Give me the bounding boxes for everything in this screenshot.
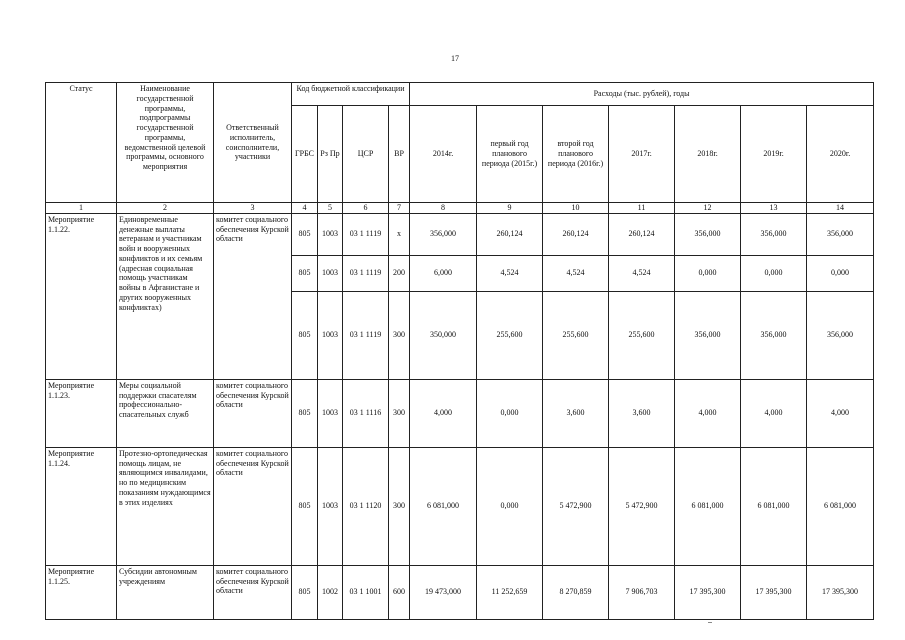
value-2016: 260,124 xyxy=(543,213,609,255)
status-cell: Мероприятие 1.1.24. xyxy=(46,447,117,565)
rzpr-cell: 1003 xyxy=(318,213,343,255)
value-2015: 0,000 xyxy=(477,447,543,565)
value-2015: 11 252,659 xyxy=(477,565,543,619)
value-2019: 356,000 xyxy=(741,213,807,255)
responsible-cell: комитет социального обеспечения Курской области xyxy=(214,565,292,619)
value-2020: 0,000 xyxy=(807,255,874,291)
header-2020: 2020г. xyxy=(807,106,874,203)
table-row xyxy=(46,379,874,447)
value-2017: 3,600 xyxy=(609,379,675,447)
column-number: 11 xyxy=(609,203,675,214)
column-number: 3 xyxy=(214,203,292,214)
value-2016: 4,524 xyxy=(543,255,609,291)
value-2018: 6 081,000 xyxy=(675,447,741,565)
value-2016: 3,600 xyxy=(543,379,609,447)
value-2017: 7 906,703 xyxy=(609,565,675,619)
value-2016: 8 270,859 xyxy=(543,565,609,619)
value-2016: 255,600 xyxy=(543,291,609,379)
column-number: 4 xyxy=(292,203,318,214)
csr-cell: 03 1 1120 xyxy=(343,447,389,565)
column-number: 8 xyxy=(410,203,477,214)
value-2019: 4,000 xyxy=(741,379,807,447)
budget-table xyxy=(45,82,874,620)
responsible-cell: комитет социального обеспечения Курской области xyxy=(214,379,292,447)
vr-cell: 300 xyxy=(389,291,410,379)
rzpr-cell: 1003 xyxy=(318,447,343,565)
value-2018: 356,000 xyxy=(675,213,741,255)
status-cell: Мероприятие 1.1.23. xyxy=(46,379,117,447)
responsible-cell: комитет социального обеспечения Курской области xyxy=(214,213,292,379)
column-number: 5 xyxy=(318,203,343,214)
grbs-cell: 805 xyxy=(292,565,318,619)
page-number: 17 xyxy=(451,54,459,63)
rzpr-cell: 1003 xyxy=(318,379,343,447)
header-vr: ВР xyxy=(389,106,410,203)
value-2018: 4,000 xyxy=(675,379,741,447)
value-2014: 6,000 xyxy=(410,255,477,291)
value-2017: 4,524 xyxy=(609,255,675,291)
table-row xyxy=(46,447,874,565)
value-2015: 0,000 xyxy=(477,379,543,447)
value-2014: 356,000 xyxy=(410,213,477,255)
csr-cell: 03 1 1001 xyxy=(343,565,389,619)
header-2016: второй год планового периода (2016г.) xyxy=(543,106,609,203)
vr-cell: 300 xyxy=(389,447,410,565)
value-2015: 4,524 xyxy=(477,255,543,291)
header-name: Наименование государственной программы, подпрограммы государственной программы, ведомственной целевой программы, основного мероприятия xyxy=(117,83,214,203)
value-2017: 260,124 xyxy=(609,213,675,255)
csr-cell: 03 1 1119 xyxy=(343,255,389,291)
header-grbs: ГРБС xyxy=(292,106,318,203)
column-number: 10 xyxy=(543,203,609,214)
header-responsible: Ответственный исполнитель, соисполнители, участники xyxy=(214,83,292,203)
header-expenses-group: Расходы (тыс. рублей), годы xyxy=(410,83,874,106)
value-2017: 255,600 xyxy=(609,291,675,379)
column-number: 2 xyxy=(117,203,214,214)
header-2014: 2014г. xyxy=(410,106,477,203)
header-code-group: Код бюджетной классификации xyxy=(292,83,410,106)
value-2014: 19 473,000 xyxy=(410,565,477,619)
value-2019: 6 081,000 xyxy=(741,447,807,565)
vr-cell: х xyxy=(389,213,410,255)
column-number: 14 xyxy=(807,203,874,214)
value-2014: 4,000 xyxy=(410,379,477,447)
value-2020: 17 395,300 xyxy=(807,565,874,619)
header-rzpr: Рз Пр xyxy=(318,106,343,203)
vr-cell: 300 xyxy=(389,379,410,447)
rzpr-cell: 1003 xyxy=(318,255,343,291)
name-cell: Единовременные денежные выплаты ветеранам и участникам войн и вооруженных конфликтов и их семьям (адресная социальная помощь участникам войны в Афганистане и других вооруженных конфликтах) xyxy=(117,213,214,379)
value-2016: 5 472,900 xyxy=(543,447,609,565)
value-2019: 17 395,300 xyxy=(741,565,807,619)
csr-cell: 03 1 1119 xyxy=(343,291,389,379)
value-2020: 4,000 xyxy=(807,379,874,447)
header-2018: 2018г. xyxy=(675,106,741,203)
header-2017: 2017г. xyxy=(609,106,675,203)
vr-cell: 200 xyxy=(389,255,410,291)
grbs-cell: 805 xyxy=(292,379,318,447)
header-2019: 2019г. xyxy=(741,106,807,203)
grbs-cell: 805 xyxy=(292,447,318,565)
grbs-cell: 805 xyxy=(292,213,318,255)
name-cell: Протезно-ортопедическая помощь лицам, не являющимся инвалидами, но по медицинским показаниям нуждающимся в этих изделиях xyxy=(117,447,214,565)
column-number: 9 xyxy=(477,203,543,214)
csr-cell: 03 1 1116 xyxy=(343,379,389,447)
scan-mark xyxy=(708,622,712,623)
value-2019: 0,000 xyxy=(741,255,807,291)
grbs-cell: 805 xyxy=(292,291,318,379)
rzpr-cell: 1003 xyxy=(318,291,343,379)
value-2017: 5 472,900 xyxy=(609,447,675,565)
grbs-cell: 805 xyxy=(292,255,318,291)
value-2014: 6 081,000 xyxy=(410,447,477,565)
value-2018: 17 395,300 xyxy=(675,565,741,619)
value-2015: 260,124 xyxy=(477,213,543,255)
column-number: 1 xyxy=(46,203,117,214)
table-row xyxy=(46,213,874,255)
column-number-row xyxy=(46,203,874,214)
vr-cell: 600 xyxy=(389,565,410,619)
column-number: 6 xyxy=(343,203,389,214)
name-cell: Меры социальной поддержки спасателям профессионально-спасательных служб xyxy=(117,379,214,447)
value-2020: 356,000 xyxy=(807,291,874,379)
header-csr: ЦСР xyxy=(343,106,389,203)
value-2015: 255,600 xyxy=(477,291,543,379)
header-status: Статус xyxy=(46,83,117,203)
csr-cell: 03 1 1119 xyxy=(343,213,389,255)
value-2020: 6 081,000 xyxy=(807,447,874,565)
header-2015: первый год планового периода (2015г.) xyxy=(477,106,543,203)
table-row xyxy=(46,565,874,619)
column-number: 13 xyxy=(741,203,807,214)
column-number: 12 xyxy=(675,203,741,214)
value-2018: 0,000 xyxy=(675,255,741,291)
value-2020: 356,000 xyxy=(807,213,874,255)
value-2018: 356,000 xyxy=(675,291,741,379)
name-cell: Субсидии автономным учреждениям xyxy=(117,565,214,619)
status-cell: Мероприятие 1.1.22. xyxy=(46,213,117,379)
value-2019: 356,000 xyxy=(741,291,807,379)
value-2014: 350,000 xyxy=(410,291,477,379)
status-cell: Мероприятие 1.1.25. xyxy=(46,565,117,619)
table-header xyxy=(46,83,874,214)
responsible-cell: комитет социального обеспечения Курской области xyxy=(214,447,292,565)
rzpr-cell: 1002 xyxy=(318,565,343,619)
column-number: 7 xyxy=(389,203,410,214)
